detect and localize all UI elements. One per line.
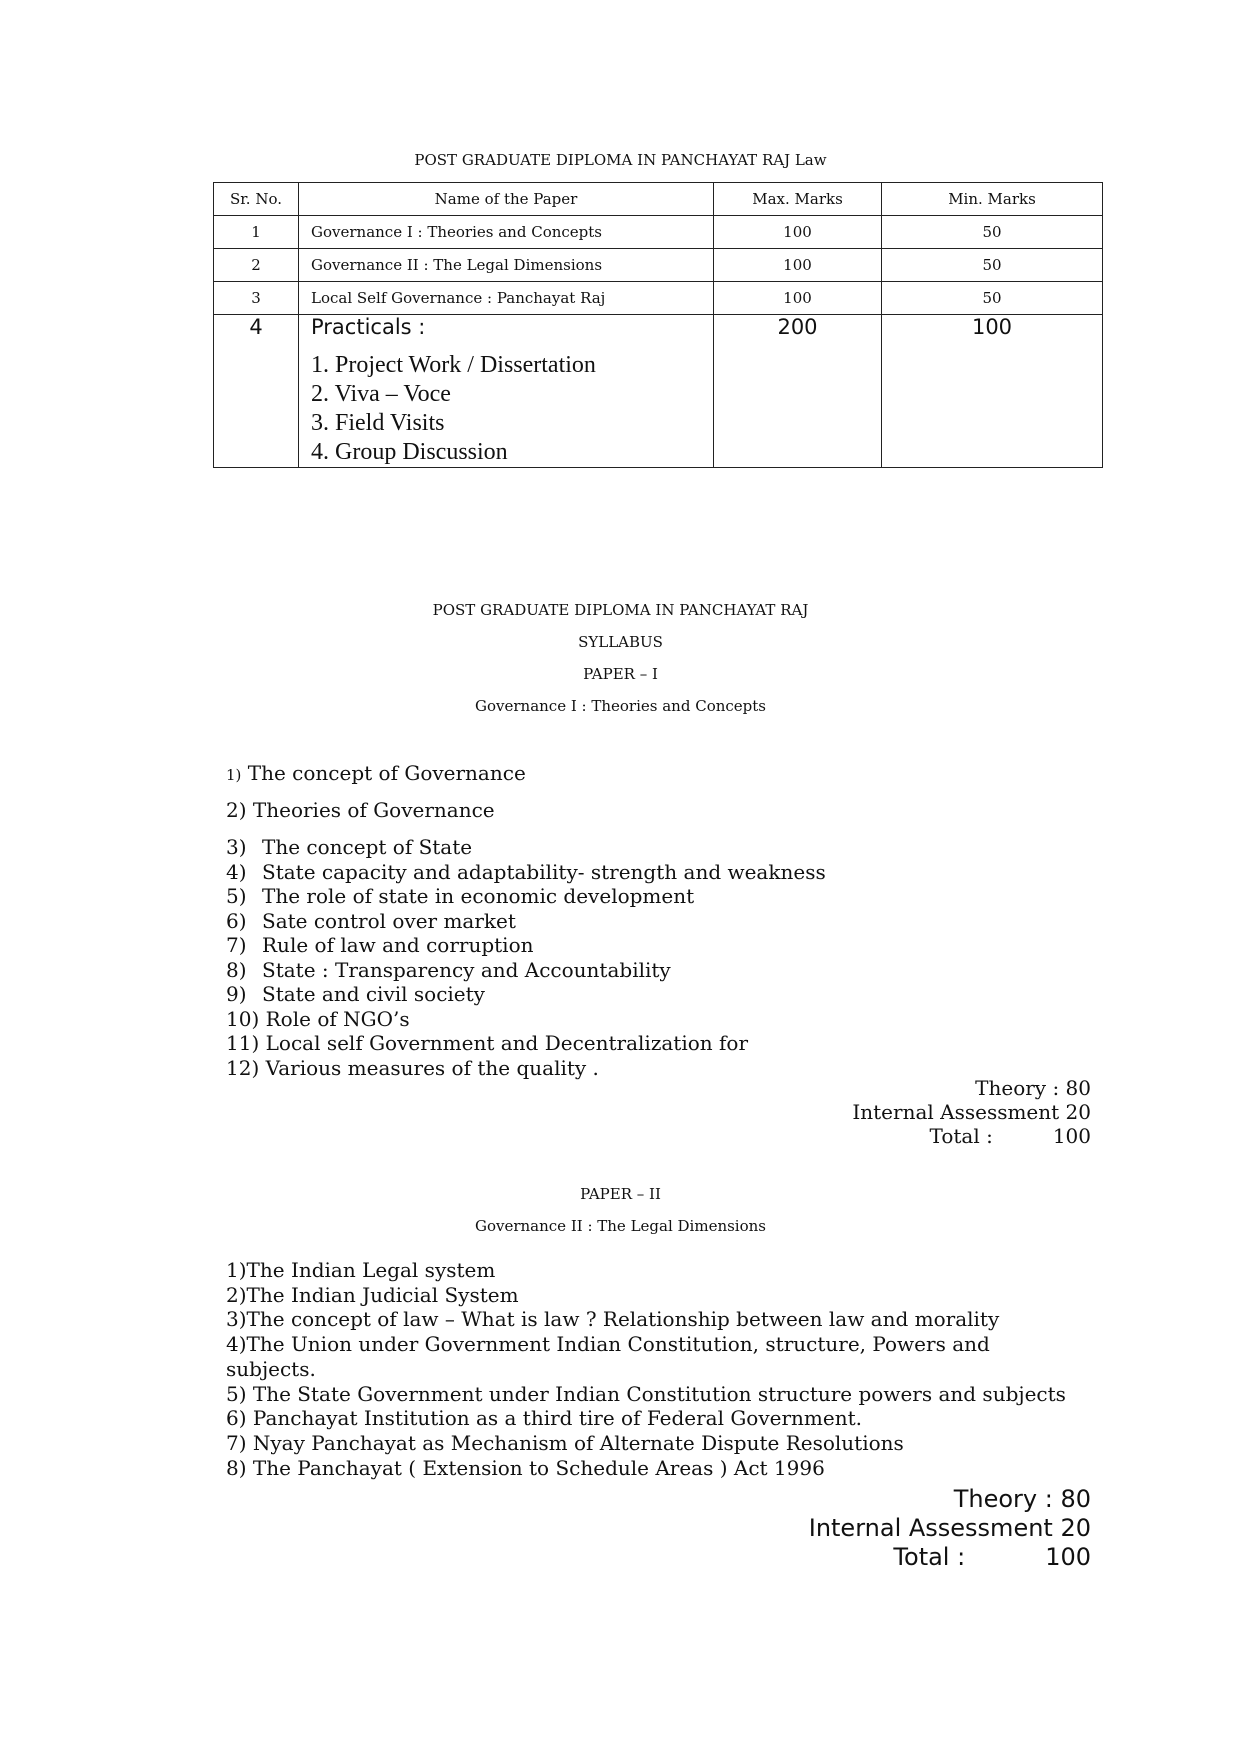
list-item: 8) The Panchayat ( Extension to Schedule Areas ) Act 1996 <box>226 1455 825 1480</box>
marks-table <box>213 182 1103 468</box>
item-number: 10) <box>226 1006 260 1031</box>
item-text: Various measures of the quality . <box>265 1055 599 1080</box>
item-text: The role of state in economic development <box>262 884 695 908</box>
list-item: 2)The Indian Judicial System <box>226 1282 519 1307</box>
list-item: 3. Field Visits <box>311 410 445 436</box>
col-paper-name: Name of the Paper <box>299 183 714 216</box>
cell-paper-name: Governance II : The Legal Dimensions <box>299 249 714 282</box>
table-row <box>214 282 1103 315</box>
list-item: 1. Project Work / Dissertation <box>311 352 596 378</box>
theory-marks: Theory : 80 <box>953 1485 1091 1513</box>
syllabus-title: POST GRADUATE DIPLOMA IN PANCHAYAT RAJ <box>432 601 809 619</box>
item-number: 1) <box>226 766 242 784</box>
total-value: 100 <box>1045 1543 1091 1571</box>
list-item: 4. Group Discussion <box>311 439 508 465</box>
list-item: 3)The concept of law – What is law ? Relationship between law and morality <box>226 1307 1000 1332</box>
col-sr-no: Sr. No. <box>214 183 299 216</box>
list-item: 5) The State Government under Indian Constitution structure powers and subjects <box>226 1381 1066 1406</box>
cell-paper-name: Local Self Governance : Panchayat Raj <box>299 282 714 315</box>
table-row-practicals <box>214 315 1103 468</box>
cell-sr: 1 <box>214 216 299 249</box>
table-row <box>214 249 1103 282</box>
paper1-label: PAPER – I <box>583 665 658 683</box>
list-item <box>226 761 526 788</box>
item-text: Local self Government and Decentralization for <box>265 1031 748 1055</box>
cell-min: 50 <box>882 249 1103 282</box>
list-item <box>226 933 826 958</box>
paper2-label: PAPER – II <box>580 1185 661 1203</box>
paper1-topics-c <box>226 835 826 1080</box>
list-item: 2. Viva – Voce <box>311 381 451 407</box>
list-item <box>226 1031 826 1056</box>
list-item <box>226 958 826 983</box>
paper2-topics <box>226 1258 1126 1480</box>
cell-sr: 3 <box>214 282 299 315</box>
list-item <box>226 860 826 885</box>
paper1-topics-b <box>226 798 495 823</box>
list-item <box>226 835 826 860</box>
item-text: The concept of Governance <box>247 761 526 785</box>
list-item <box>226 982 826 1007</box>
total-label: Total : <box>893 1543 966 1571</box>
item-number: 6) <box>226 908 247 933</box>
item-text: Role of NGO’s <box>265 1006 410 1031</box>
item-number: 3) <box>226 835 247 859</box>
table-header-row <box>214 183 1103 216</box>
theory-marks: Theory : 80 <box>975 1076 1091 1100</box>
item-text: Rule of law and corruption <box>262 933 534 957</box>
list-item: 6) Panchayat Institution as a third tire of Federal Government. <box>226 1406 862 1431</box>
item-text: State and civil society <box>262 982 485 1006</box>
cell-min: 50 <box>882 216 1103 249</box>
total-marks <box>809 1543 1091 1572</box>
item-text: The concept of State <box>262 835 473 859</box>
list-item: 1)The Indian Legal system <box>226 1258 496 1282</box>
paper2-name: Governance II : The Legal Dimensions <box>474 1217 766 1235</box>
item-text: Sate control over market <box>262 908 516 933</box>
list-item <box>226 1007 826 1032</box>
item-number: 8) <box>226 957 247 982</box>
list-item: 7) Nyay Panchayat as Mechanism of Alternate Dispute Resolutions <box>226 1430 904 1455</box>
item-number: 5) <box>226 884 247 908</box>
item-text: Theories of Governance <box>252 798 495 822</box>
item-number: 4) <box>226 859 247 884</box>
table-row <box>214 216 1103 249</box>
item-number: 9) <box>226 982 247 1006</box>
list-item: 4)The Union under Government Indian Constitution, structure, Powers and subjects. <box>226 1332 990 1381</box>
total-label: Total : <box>929 1124 993 1148</box>
cell-sr: 4 <box>214 315 299 468</box>
syllabus-subtitle: SYLLABUS <box>578 633 663 651</box>
internal-assessment: Internal Assessment 20 <box>808 1514 1091 1542</box>
paper1-topics-a <box>226 761 526 788</box>
col-min-marks: Min. Marks <box>882 183 1103 216</box>
item-number: 2) <box>226 798 247 822</box>
list-item <box>226 798 495 823</box>
list-item <box>226 1056 826 1081</box>
cell-max: 200 <box>714 315 882 468</box>
total-marks <box>852 1124 1091 1148</box>
col-max-marks: Max. Marks <box>714 183 882 216</box>
paper2-marks-summary <box>809 1485 1091 1572</box>
cell-max: 100 <box>714 282 882 315</box>
cell-paper-name: Governance I : Theories and Concepts <box>299 216 714 249</box>
practicals-list <box>311 351 705 467</box>
cell-max: 100 <box>714 249 882 282</box>
item-number: 12) <box>226 1055 260 1080</box>
cell-practicals <box>299 315 714 468</box>
cell-sr: 2 <box>214 249 299 282</box>
cell-max: 100 <box>714 216 882 249</box>
list-item <box>226 909 826 934</box>
list-item <box>226 884 826 909</box>
paper1-marks-summary <box>852 1076 1091 1148</box>
item-text: State : Transparency and Accountability <box>262 957 671 982</box>
item-text: State capacity and adaptability- strength and weakness <box>262 859 826 884</box>
item-number: 11) <box>226 1031 260 1055</box>
internal-assessment: Internal Assessment 20 <box>852 1100 1091 1124</box>
practicals-title: Practicals : <box>311 315 426 339</box>
paper1-name: Governance I : Theories and Concepts <box>475 697 766 715</box>
cell-min: 50 <box>882 282 1103 315</box>
table-heading: POST GRADUATE DIPLOMA IN PANCHAYAT RAJ Law <box>414 151 827 169</box>
total-value: 100 <box>1052 1124 1091 1148</box>
cell-min: 100 <box>882 315 1103 468</box>
item-number: 7) <box>226 933 247 957</box>
